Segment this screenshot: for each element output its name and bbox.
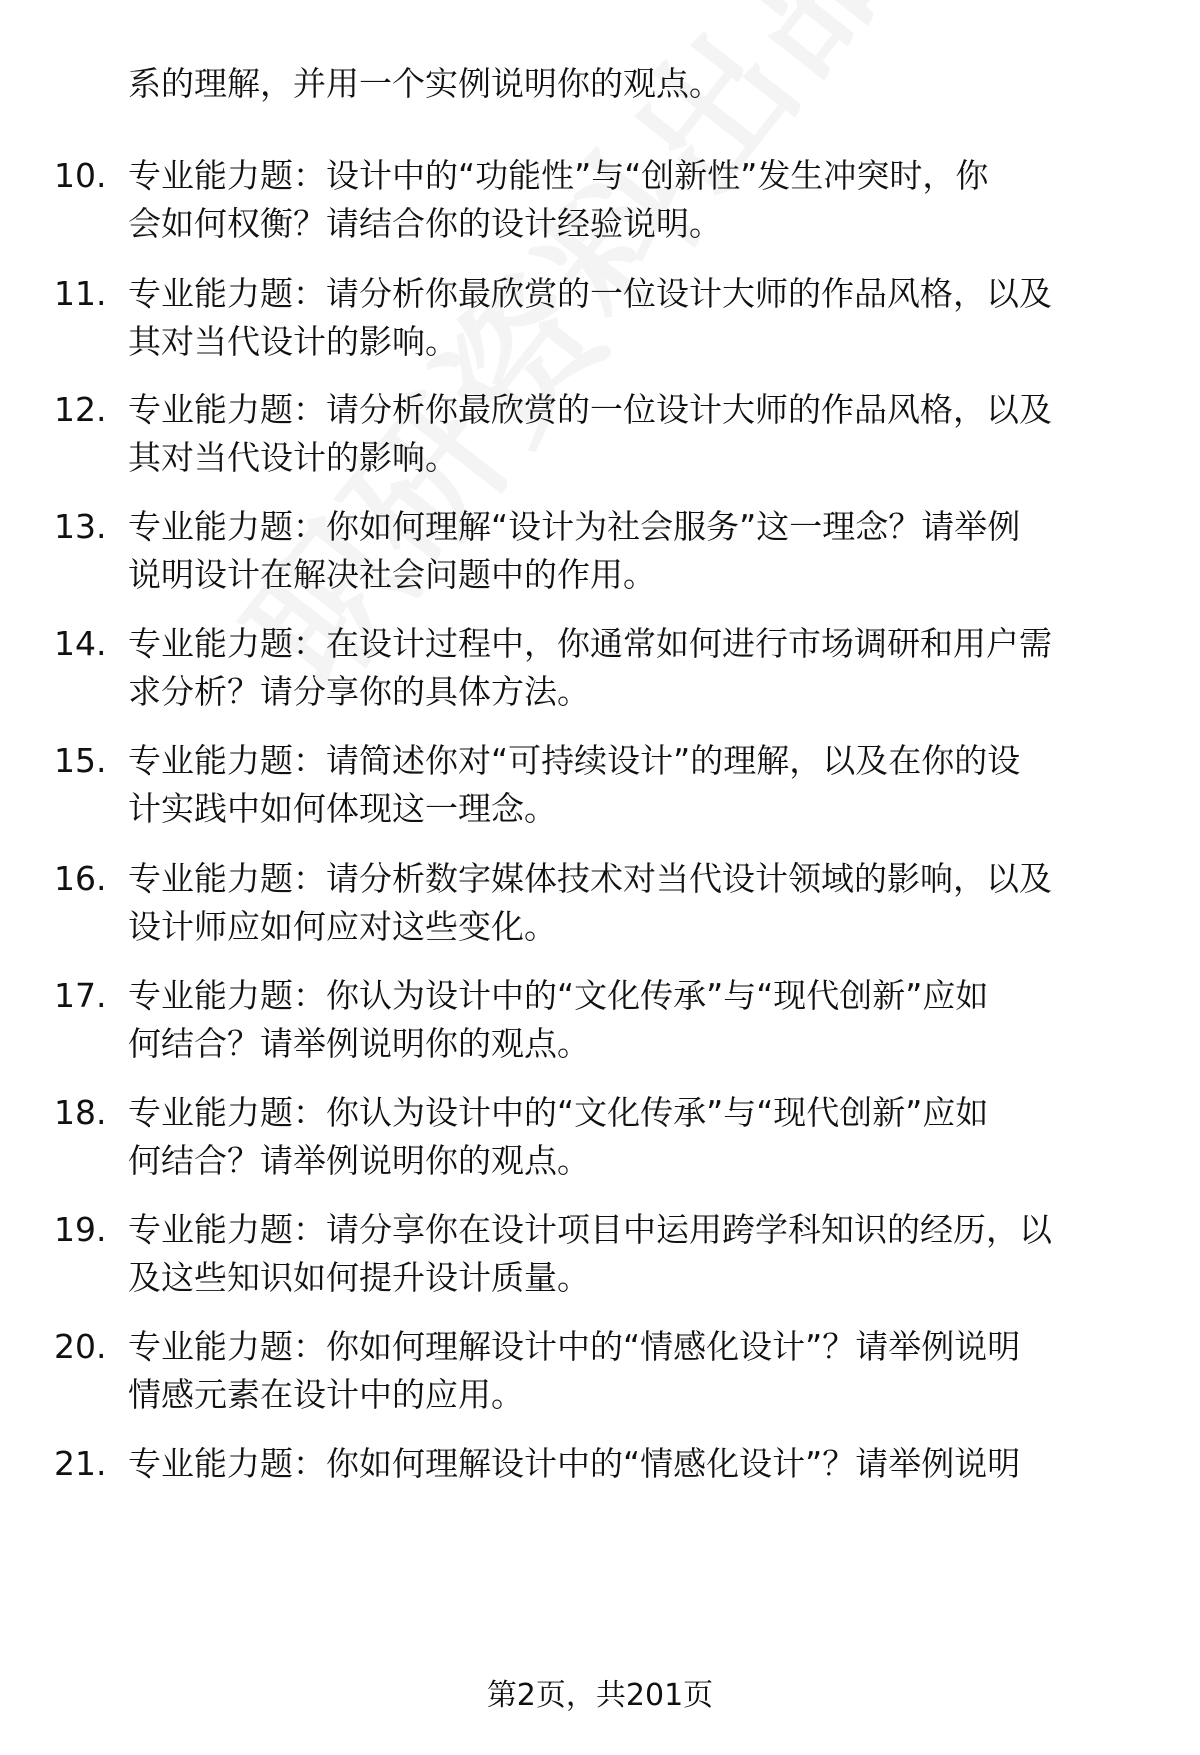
page-footer: 第2页，共201页 (486, 1678, 714, 1713)
question-item-17 (0, 972, 1200, 1068)
question-number: 19. (54, 1210, 107, 1249)
question-item-14 (0, 620, 1200, 716)
question-text-line1: 专业能力题：你如何理解设计中的“情感化设计”？请举例说明 (128, 1444, 1021, 1483)
question-number: 11. (54, 274, 107, 313)
question-item-16 (0, 855, 1200, 951)
question-number: 17. (54, 976, 107, 1015)
question-item-11 (0, 270, 1200, 366)
continuation-text: 系的理解，并用一个实例说明你的观点。 (128, 64, 722, 103)
question-number: 20. (54, 1327, 107, 1366)
question-number: 10. (54, 156, 107, 195)
question-text-line2: 其对当代设计的影响。 (128, 438, 458, 477)
question-item-13 (0, 503, 1200, 599)
question-item-10 (0, 152, 1200, 248)
question-item-18 (0, 1089, 1200, 1185)
question-text-line1: 专业能力题：请分析你最欣赏的一位设计大师的作品风格，以及 (128, 274, 1052, 313)
question-text-line2: 设计师应如何应对这些变化。 (128, 907, 557, 946)
question-number: 13. (54, 507, 107, 546)
question-text-line2: 会如何权衡？请结合你的设计经验说明。 (128, 204, 722, 243)
question-item-20 (0, 1323, 1200, 1419)
question-text-line1: 专业能力题：设计中的“功能性”与“创新性”发生冲突时，你 (128, 156, 989, 195)
question-number: 21. (54, 1444, 107, 1483)
question-item-19 (0, 1206, 1200, 1302)
question-text-line1: 专业能力题：你认为设计中的“文化传承”与“现代创新”应如 (128, 1093, 989, 1132)
question-text-line1: 专业能力题：请分享你在设计项目中运用跨学科知识的经历，以 (128, 1210, 1052, 1249)
question-text-line2: 及这些知识如何提升设计质量。 (128, 1258, 590, 1297)
question-number: 15. (54, 741, 107, 780)
question-text-line2: 其对当代设计的影响。 (128, 322, 458, 361)
question-text-line1: 专业能力题：请简述你对“可持续设计”的理解，以及在你的设 (128, 741, 1021, 780)
question-number: 18. (54, 1093, 107, 1132)
question-text-line1: 专业能力题：在设计过程中，你通常如何进行市场调研和用户需 (128, 624, 1052, 663)
question-item-21 (0, 1440, 1200, 1536)
question-item-12 (0, 386, 1200, 482)
question-text-line2: 求分析？请分享你的具体方法。 (128, 672, 590, 711)
question-text-line1: 专业能力题：你认为设计中的“文化传承”与“现代创新”应如 (128, 976, 989, 1015)
question-text-line1: 专业能力题：你如何理解设计中的“情感化设计”？请举例说明 (128, 1327, 1021, 1366)
question-text-line2: 计实践中如何体现这一理念。 (128, 789, 557, 828)
question-number: 14. (54, 624, 107, 663)
question-text-line2: 说明设计在解决社会问题中的作用。 (128, 555, 656, 594)
question-item-15 (0, 737, 1200, 833)
question-text-line1: 专业能力题：请分析数字媒体技术对当代设计领域的影响，以及 (128, 859, 1052, 898)
question-text-line2: 何结合？请举例说明你的观点。 (128, 1141, 590, 1180)
question-text-line1: 专业能力题：你如何理解“设计为社会服务”这一理念？请举例 (128, 507, 1021, 546)
question-text-line2: 情感元素在设计中的应用。 (128, 1375, 524, 1414)
question-text-line2: 何结合？请举例说明你的观点。 (128, 1024, 590, 1063)
question-text-line1: 专业能力题：请分析你最欣赏的一位设计大师的作品风格，以及 (128, 390, 1052, 429)
question-number: 12. (54, 390, 107, 429)
question-number: 16. (54, 859, 107, 898)
